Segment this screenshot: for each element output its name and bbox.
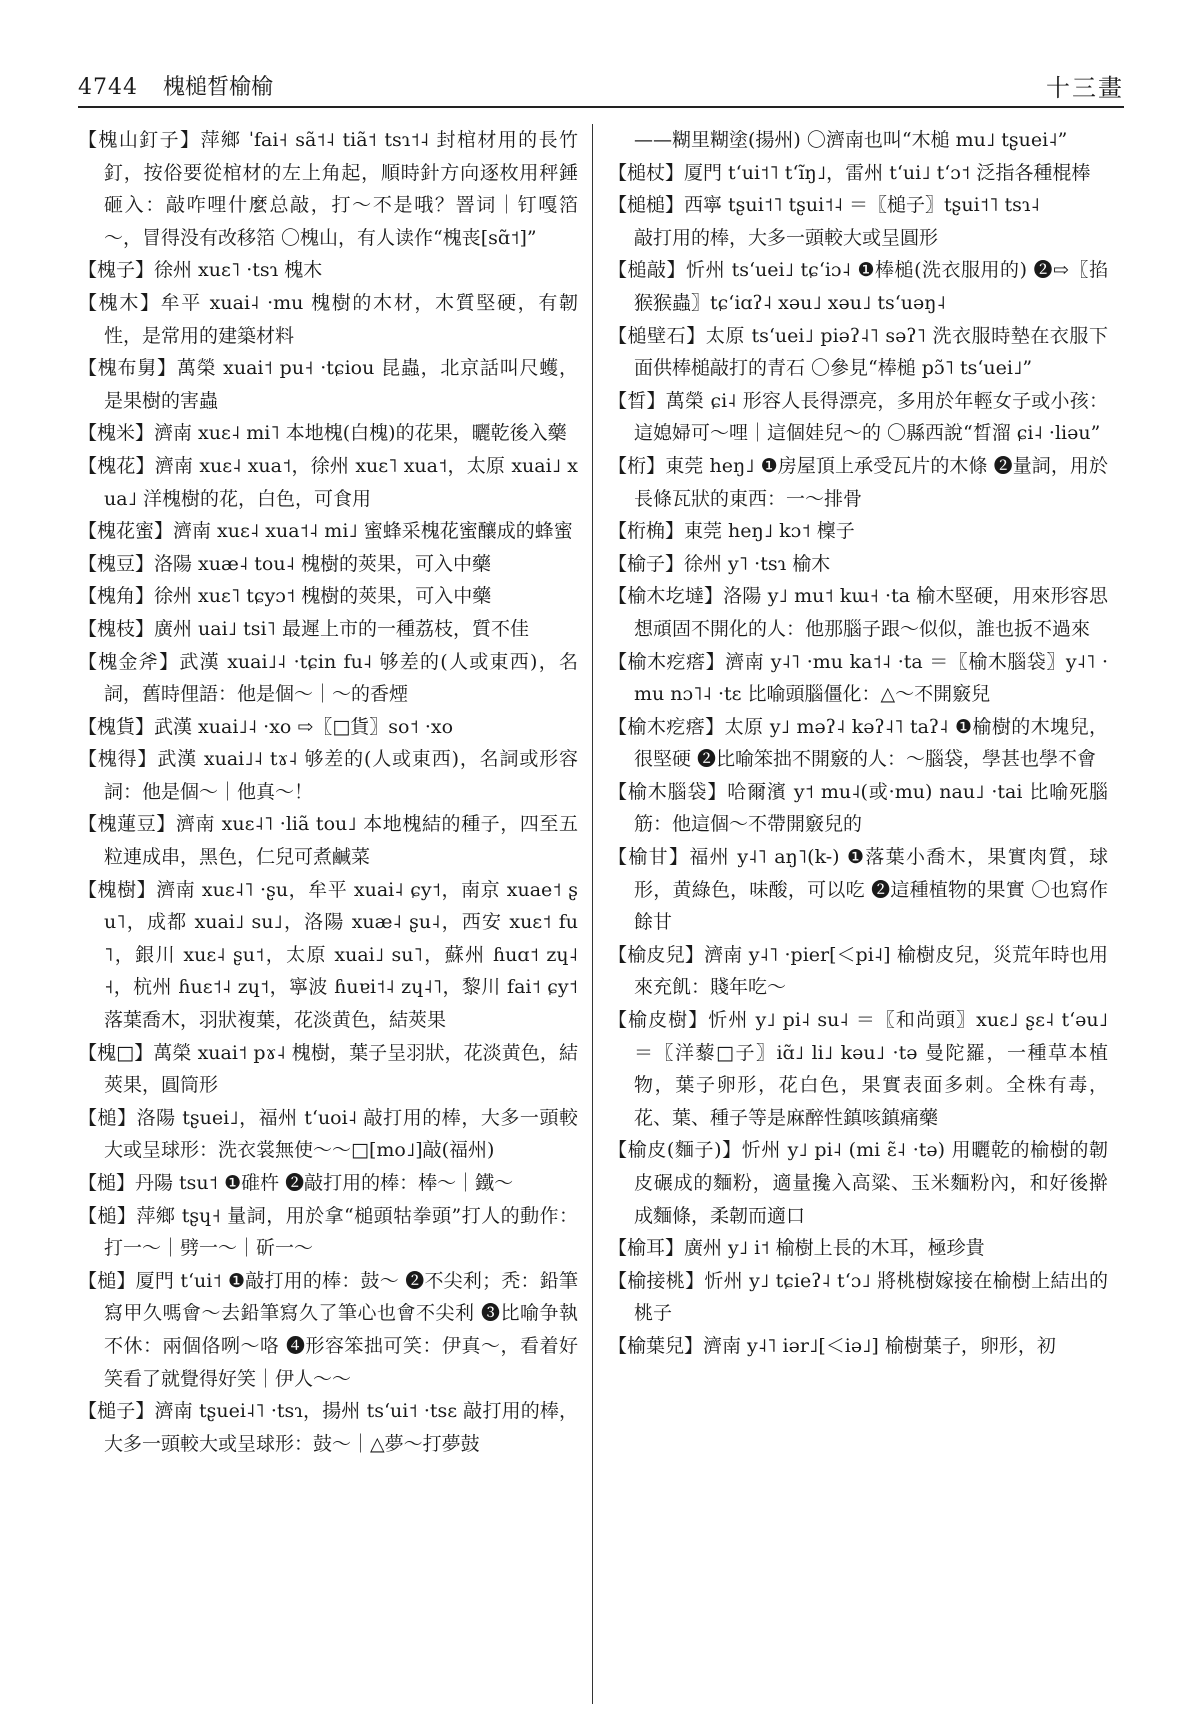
column-divider [592, 124, 593, 1704]
dictionary-entry: 【槌敲】忻州 tsʻuei˩ tɕʻiɔ˨ ❶棒槌(洗衣服用的) ❷⇨〖掐猴猴蟲〗tɕʻiɑʔ˨ xəu˩ xəu˩ tsʻuəŋ˨ [608, 259, 1108, 314]
stroke-section-label: 十三畫 [1046, 74, 1124, 102]
dictionary-entry: 【槐子】徐州 xuɛ˥ ·tsɿ 槐木 [78, 259, 323, 282]
dictionary-entry: 【槐貨】武漢 xuai˩˨ ·xo ⇨〖□貨〗so˦ ·xo [78, 715, 454, 738]
dictionary-entry: 【槐角】徐州 xuɛ˥ tɕyɔ˦ 槐樹的莢果，可入中藥 [78, 585, 492, 608]
dictionary-entry: 【槌杖】厦門 tʻui˦˥ tʻĩŋ˩，雷州 tʻui˩ tʻɔ˦ 泛指各種棍棒 [608, 161, 1091, 184]
dictionary-entry: 【榆木腦袋】哈爾濱 y˦ mu˨(或·mu) nau˩ ·tai 比喻死腦筋：他這個～不帶開竅兒的 [608, 780, 1108, 836]
dictionary-entry: 【槌槌】西寧 tʂui˦˥ tʂui˦˨ ＝〖槌子〗tʂui˦˥ tsɿ˨ [608, 194, 1040, 217]
page-header [78, 62, 1124, 108]
dictionary-entry: 敲打用的棒，大多一頭較大或呈圓形 [634, 226, 939, 249]
dictionary-entry: 【槐樹】濟南 xuɛ˨˥ ·ʂu，牟平 xuai˨ ɕy˦，南京 xuae˦ ʂu˥，成都 xuai˩ su˩，洛陽 xuæ˨ ʂu˨，西安 xuɛ˦ fu˥，銀川 xuɛ˨ ʂu˦，太原 xuai˩ su˥，蘇州 ɦuɑ˦ zɥ˨˧，杭州 ɦuɛ˦˨ zɥ˦，寧波 ɦuɐi˦˨ zɥ˨˥，黎川 fai˦ ɕy˦ 落葉喬木，羽狀複葉，花淡黄色，結莢果 [78, 878, 578, 1032]
dictionary-entry: 【榆木疙瘩】太原 y˩ məʔ˨ kəʔ˨˥ taʔ˨ ❶榆樹的木塊兒，很堅硬 ❷比喻笨拙不開竅的人：～腦袋，學甚也學不會 [608, 715, 1108, 771]
dictionary-entry: 【槌】厦門 tʻui˦ ❶敲打用的棒：鼓～ ❷不尖利；秃：鉛筆寫甲久嗎會～去鉛筆寫久了筆心也會不尖利 ❸比喻争執不休：兩個佫咧～咯 ❹形容笨拙可笑：伊真～，看着好笑看了就覺得好笑｜伊人～～ [78, 1269, 578, 1390]
dictionary-entry: 【榆皮兒】濟南 y˨˥ ·pier[＜pi˨] 榆樹皮兒，災荒年時也用來充飢：賤年吃～ [608, 943, 1108, 999]
dictionary-entry: 【晳】萬榮 ɕi˨ 形容人長得漂亮，多用於年輕女子或小孩：這媳婦可～哩｜這個娃兒～的 〇縣西說“晳溜 ɕi˨ ·liəu” [608, 389, 1108, 445]
dictionary-entry: 【槐布舅】萬榮 xuai˦ pu˧ ·tɕiou 昆蟲，北京話叫尺蠖，是果樹的害蟲 [78, 357, 578, 412]
dictionary-entry: 【榆木疙瘩】濟南 y˨˥ ·mu ka˦˨ ·ta ＝〖榆木腦袋〗y˨˥ ·mu nɔ˥˨ ·tɛ 比喻頭腦僵化：△～不開竅兒 [608, 650, 1108, 706]
dictionary-entry: 【榆葉兒】濟南 y˨˥ iər˩[＜iə˩] 榆樹葉子，卵形，初 [608, 1334, 1056, 1357]
dictionary-entry: 【槐花】濟南 xuɛ˨ xua˦，徐州 xuɛ˥ xua˦，太原 xuai˩ xua˩ 洋槐樹的花，白色，可食用 [78, 454, 578, 510]
two-column-body [78, 124, 1124, 1704]
dictionary-entry: 【槐□】萬榮 xuai˦ pɤ˨ 槐樹，葉子呈羽狀，花淡黄色，結莢果，圓筒形 [78, 1041, 578, 1097]
dictionary-entry: 【槐豆】洛陽 xuæ˨ tou˨ 槐樹的莢果，可入中藥 [78, 552, 491, 575]
dictionary-entry: 【榆皮樹】忻州 y˩ pi˨ su˨ ＝〖和尚頭〗xuɛ˩ ʂɛ˨ tʻəu˩ ＝〖洋藜□子〗iɑ̃˩ li˩ kəu˩ ·tə 曼陀羅，一種草本植物，葉子卵形，花白色，果實表面多刺。全株有毒，花、葉、種子等是麻醉性鎮咳鎮痛藥 [608, 1009, 1108, 1129]
head-characters: 槐槌晳榆榆 [163, 75, 274, 100]
dictionary-entry: 【榆接桃】忻州 y˩ tɕieʔ˨ tʻɔ˩ 將桃樹嫁接在榆樹上結出的桃子 [608, 1269, 1108, 1325]
dictionary-entry: 【桁】東莞 heŋ˩ ❶房屋頂上承受瓦片的木條 ❷量詞，用於長條瓦狀的東西：一～排骨 [608, 454, 1108, 510]
dictionary-entry: 【榆木圪墶】洛陽 y˩ mu˦ kɯ˧ ·ta 榆木堅硬，用來形容思想頑固不開化的人：他那腦子跟～似似，誰也扳不過來 [608, 585, 1108, 640]
dictionary-entry: 【槐木】牟平 xuai˨ ·mu 槐樹的木材，木質堅硬，有韌性，是常用的建築材料 [78, 291, 578, 347]
left-column [78, 124, 578, 1704]
header-left [78, 70, 273, 101]
dictionary-entry: 【槌子】濟南 tʂuei˨˥ ·tsɿ，揚州 tsʻui˦ ·tsɛ 敲打用的棒，大多一頭較大或呈球形：鼓～｜△夢～打夢鼓 [78, 1400, 578, 1455]
dictionary-entry: 【槐米】濟南 xuɛ˨ mi˥ 本地槐(白槐)的花果，曬乾後入藥 [78, 422, 567, 445]
dictionary-entry: 【槌壁石】太原 tsʻuei˩ piəʔ˨˥ səʔ˥ 洗衣服時墊在衣服下面供棒槌敲打的青石 〇參見“棒槌 pɔ̃˥ tsʻuei˩” [608, 324, 1108, 380]
dictionary-entry: ——糊里糊塗(揚州) 〇濟南也叫“木槌 mu˩ tʂuei˨” [634, 129, 1068, 151]
dictionary-entry: 【槐花蜜】濟南 xuɛ˨ xua˦˨ mi˩ 蜜蜂采槐花蜜釀成的蜂蜜 [78, 520, 573, 543]
dictionary-entry: 【槌】萍鄉 tʂɥ˧ 量詞，用於拿“槌頭牯拳頭”打人的動作：打一～｜劈一～｜斫一～ [78, 1204, 578, 1260]
dictionary-entry: 【榆皮(麵子)】忻州 y˩ pi˨ (mi ɛ̃˨ ·tə) 用曬乾的榆樹的韌皮碾成的麵粉，適量攙入高粱、玉米麵粉內，和好後擀成麵條，柔韌而適口 [608, 1139, 1108, 1227]
dictionary-entry: 【槐得】武漢 xuai˩˨ tɤ˨ 够差的(人或東西)，名詞或形容詞：他是個～｜他真～！ [78, 748, 578, 803]
page-number: 4744 [78, 75, 138, 100]
dictionary-entry: 【槌】丹陽 tsu˦ ❶碓杵 ❷敲打用的棒：棒～｜鐵～ [78, 1172, 514, 1194]
dictionary-entry: 【槐山釘子】萍鄉 ˈfai˧ sã˦˨ tiã˦ tsɿ˦˨ 封棺材用的長竹釘，按俗要從棺材的左上角起，順時針方向逐枚用秤錘砸入：敲咋哩什麼总敲，打～不是哦？罯词｜钉嘎箔～，冒得没有改移箔 〇槐山，有人读作“槐丧[sɑ̃˦]” [78, 129, 578, 249]
dictionary-entry: 【桁桷】東莞 heŋ˩ kɔ˦ 檁子 [608, 520, 855, 543]
right-column [608, 124, 1108, 1704]
dictionary-entry: 【榆耳】廣州 y˩ i˦ 榆樹上長的木耳，極珍貴 [608, 1237, 985, 1260]
dictionary-entry: 【槐枝】廣州 uai˩ tsi˥ 最遲上市的一種荔枝，質不佳 [78, 617, 529, 640]
dictionary-entry: 【槐金斧】武漢 xuai˩˨ ·tɕin fu˨ 够差的(人或東西)，名詞，舊時俚語：他是個～｜～的香煙 [78, 650, 578, 706]
dictionary-entry: 【槌】洛陽 tʂuei˩，福州 tʻuoi˨ 敲打用的棒，大多一頭較大或呈球形：洗衣裳無使～～□[mo˩]敲(福州) [78, 1106, 578, 1162]
dictionary-entry: 【槐蓮豆】濟南 xuɛ˨˥ ·liã tou˩ 本地槐結的種子，四至五粒連成串，黑色，仁兒可煮鹹菜 [78, 813, 578, 869]
dictionary-entry: 【榆子】徐州 y˥ ·tsɿ 榆木 [608, 552, 831, 575]
dictionary-entry: 【榆甘】福州 y˨˥ aŋ˥(k-) ❶落葉小喬木，果實肉質，球形，黄綠色，味酸，可以吃 ❷這種植物的果實 〇也寫作餘甘 [608, 846, 1108, 934]
